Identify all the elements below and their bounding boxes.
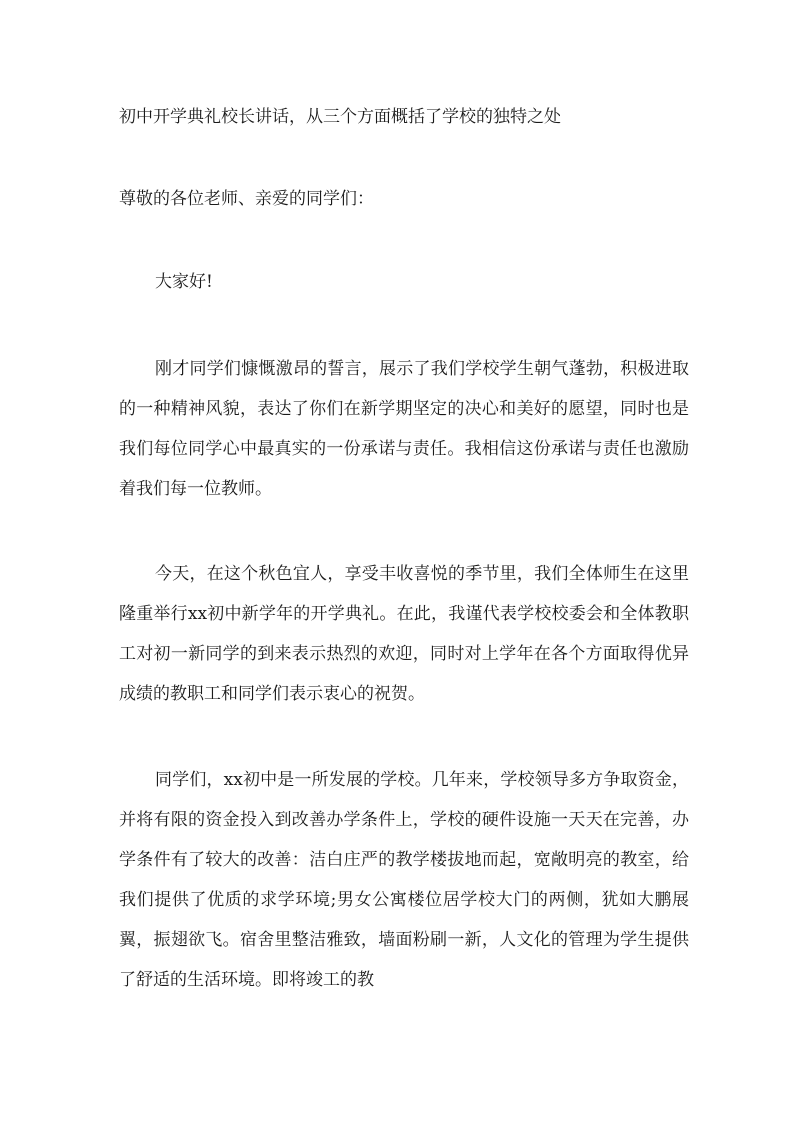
paragraph-1: 刚才同学们慷慨激昂的誓言，展示了我们学校学生朝气蓬勃，积极进取的一种精神风貌，表达了你们在新学期坚定的决心和美好的愿望，同时也是我们每位同学心中最真实的一份承诺与责任。我相信这份承诺与责任也激励着我们每一位教师。 <box>119 359 689 499</box>
paragraph-2: 今天，在这个秋色宜人，享受丰收喜悦的季节里，我们全体师生在这里隆重举行xx初中新学年的开学典礼。在此，我谨代表学校校委会和全体教职工对初一新同学的到来表示热烈的欢迎，同时对上学年在各个方面取得优异成绩的教职工和同学们表示衷心的祝贺。 <box>119 564 689 704</box>
greeting: 大家好! <box>155 272 213 292</box>
paragraph-3: 同学们，xx初中是一所发展的学校。几年来，学校领导多方争取资金，并将有限的资金投入到改善办学条件上，学校的硬件设施一天天在完善，办学条件有了较大的改善：洁白庄严的教学楼拔地而起，宽敞明亮的教室，给我们提供了优质的求学环境;男女公寓楼位居学校大门的两侧，犹如大鹏展翼，振翅欲飞。宿舍里整洁雅致，墙面粉刷一新，人文化的管理为学生提供了舒适的生活环境。即将竣工的教 <box>119 770 689 990</box>
document-title: 初中开学典礼校长讲话，从三个方面概括了学校的独特之处 <box>119 107 561 127</box>
salutation: 尊敬的各位老师、亲爱的同学们： <box>119 189 374 209</box>
